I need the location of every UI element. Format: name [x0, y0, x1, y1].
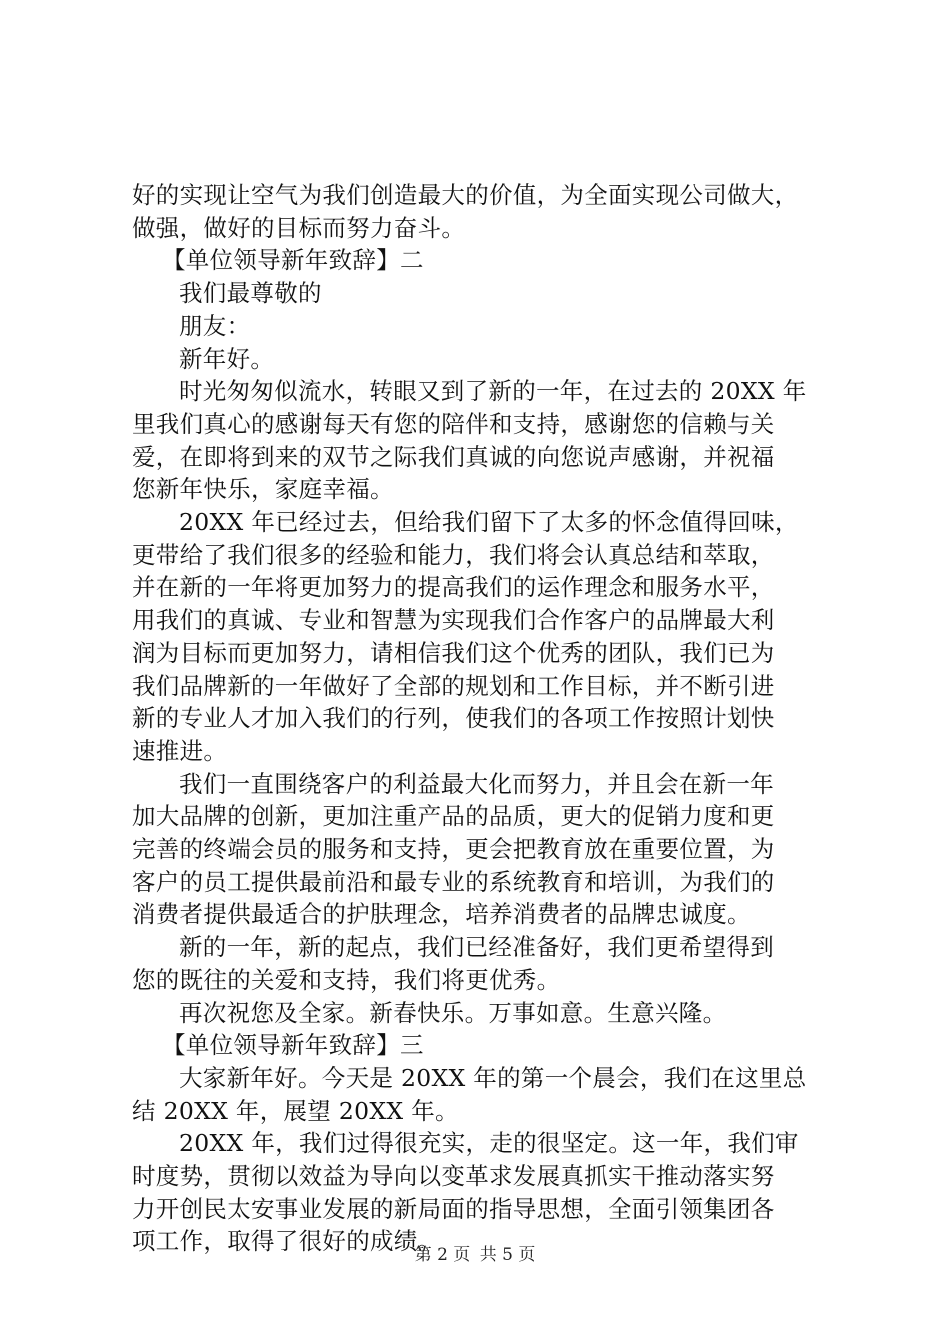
line-23: 消费者提供最适合的护肤理念，培养消费者的品牌忠诚度。 [132, 900, 751, 929]
line-06: 新年好。 [179, 344, 275, 373]
line-21: 完善的终端会员的服务和支持，更会把教育放在重要位置，为 [132, 835, 775, 863]
line-33: 项工作，取得了很好的成绩。 [132, 1227, 442, 1256]
line-07: 时光匆匆似流水，转眼又到了新的一年，在过去的 20XX 年 [179, 377, 807, 406]
line-30: 20XX 年，我们过得很充实，走的很坚定。这一年，我们审 [179, 1129, 799, 1158]
line-17: 新的专业人才加入我们的行列，使我们的各项工作按照计划快 [132, 704, 775, 733]
line-11: 20XX 年已经过去，但给我们留下了太多的怀念值得回味， [179, 508, 799, 536]
section-heading-2: 【单位领导新年致辞】二 [162, 246, 424, 275]
line-05: 朋友： [179, 311, 251, 340]
line-20: 加大品牌的创新，更加注重产品的品质，更大的促销力度和更 [132, 802, 775, 831]
page-total: 共 5 页 [479, 1245, 536, 1265]
line-16: 我们品牌新的一年做好了全部的规划和工作目标，并不断引进 [132, 671, 775, 700]
line-08: 里我们真心的感谢每天有您的陪伴和支持，感谢您的信赖与关 [132, 409, 775, 438]
line-22: 客户的员工提供最前沿和最专业的系统教育和培训，为我们的 [132, 867, 775, 896]
line-10: 您新年快乐，家庭幸福。 [132, 475, 394, 504]
line-29: 结 20XX 年，展望 20XX 年。 [132, 1096, 459, 1125]
page-footer [0, 1240, 950, 1265]
line-18: 速推进。 [132, 736, 228, 765]
line-28: 大家新年好。今天是 20XX 年的第一个晨会，我们在这里总 [179, 1063, 807, 1092]
page-number: 第 2 页 [414, 1245, 471, 1265]
line-13: 并在新的一年将更加努力的提高我们的运作理念和服务水平， [132, 573, 775, 602]
line-19: 我们一直围绕客户的利益最大化而努力，并且会在新一年 [179, 769, 774, 798]
line-04: 我们最尊敬的 [179, 279, 322, 308]
line-14: 用我们的真诚、专业和智慧为实现我们合作客户的品牌最大利 [132, 606, 775, 635]
line-26: 再次祝您及全家。新春快乐。万事如意。生意兴隆。 [179, 998, 727, 1027]
line-25: 您的既往的关爱和支持，我们将更优秀。 [132, 965, 561, 994]
line-12: 更带给了我们很多的经验和能力，我们将会认真总结和萃取， [132, 540, 775, 569]
line-31: 时度势，贯彻以效益为导向以变革求发展真抓实干推动落实努 [132, 1162, 775, 1190]
line-15: 润为目标而更加努力，请相信我们这个优秀的团队，我们已为 [132, 638, 775, 667]
line-24: 新的一年，新的起点，我们已经准备好，我们更希望得到 [179, 933, 774, 962]
line-09: 爱，在即将到来的双节之际我们真诚的向您说声感谢，并祝福 [132, 442, 775, 471]
line-01: 好的实现让空气为我们创造最大的价值，为全面实现公司做大， [132, 181, 799, 209]
section-heading-3: 【单位领导新年致辞】三 [162, 1031, 424, 1060]
line-02: 做强，做好的目标而努力奋斗。 [132, 213, 466, 242]
line-32: 力开创民太安事业发展的新局面的指导思想，全面引领集团各 [132, 1194, 775, 1223]
